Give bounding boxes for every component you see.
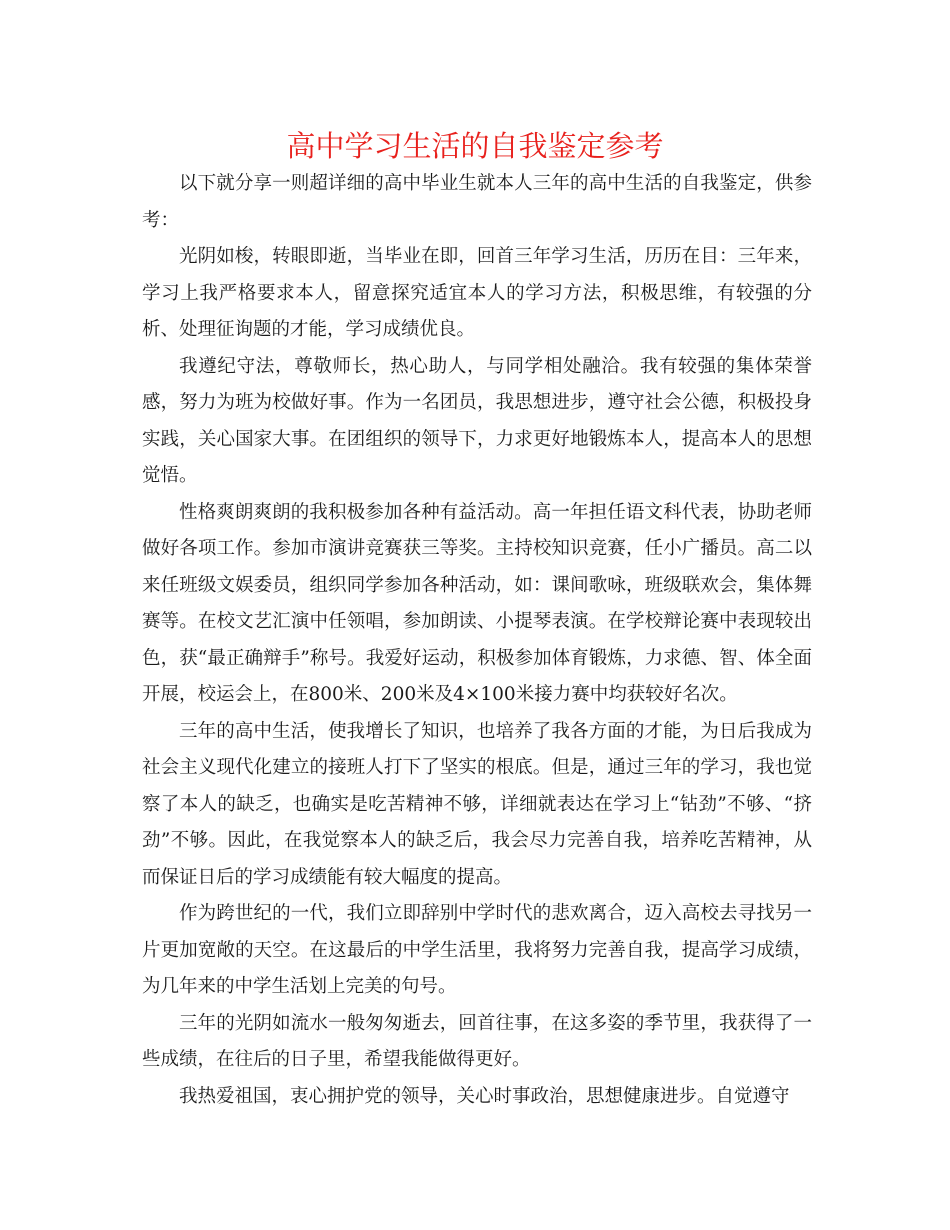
paragraph-conduct: 我遵纪守法，尊敬师长，热心助人，与同学相处融洽。我有较强的集体荣誉感，努力为班为校做好事。作为一名团员，我思想进步，遵守社会公德，积极投身实践，关心国家大事。在团组织的领导下，力求更好地锻炼本人，提高本人的思想觉悟。 bbox=[142, 355, 812, 486]
paragraph-activities: 性格爽朗爽朗的我积极参加各种有益活动。高一年担任语文科代表，协助老师做好各项工作。参加市演讲竞赛获三等奖。主持校知识竞赛，任小广播员。高二以来任班级文娱委员，组织同学参加各种活动，如：课间歌咏，班级联欢会，集体舞赛等。在校文艺汇演中任领唱，参加朗读、小提琴表演。在学校辩论赛中表现较出色，获“最正确辩手”称号。我爱好运动，积极参加体育锻炼，力求德、智、体全面开展，校运会上，在800米、200米及4×100米接力赛中均获较好名次。 bbox=[142, 501, 812, 705]
document-body bbox=[142, 166, 812, 1115]
paragraph-intro: 以下就分享一则超详细的高中毕业生就本人三年的高中生活的自我鉴定，供参考： bbox=[142, 173, 812, 231]
paragraph-reflection: 三年的高中生活，使我增长了知识，也培养了我各方面的才能，为日后我成为社会主义现代化建立的接班人打下了坚实的根底。但是，通过三年的学习，我也觉察了本人的缺乏，也确实是吃苦精神不够，详细就表达在学习上“钻劲”不够、“挤劲”不够。因此，在我觉察本人的缺乏后，我会尽力完善自我，培养吃苦精神，从而保证日后的学习成绩能有较大幅度的提高。 bbox=[142, 720, 812, 888]
paragraph-future: 作为跨世纪的一代，我们立即辞别中学时代的悲欢离合，迈入高校去寻找另一片更加宽敞的天空。在这最后的中学生活里，我将努力完善自我，提高学习成绩，为几年来的中学生活划上完美的句号。 bbox=[142, 903, 812, 997]
paragraph-patriotism: 我热爱祖国，衷心拥护党的领导，关心时事政治，思想健康进步。自觉遵守 bbox=[179, 1085, 790, 1107]
paragraph-summary: 三年的光阴如流水一般匆匆逝去，回首往事，在这多姿的季节里，我获得了一些成绩，在往后的日子里，希望我能做得更好。 bbox=[142, 1012, 812, 1070]
paragraph-study: 光阴如梭，转眼即逝，当毕业在即，回首三年学习生活，历历在目：三年来，学习上我严格要求本人，留意探究适宜本人的学习方法，积极思维，有较强的分析、处理征询题的才能，学习成绩优良。 bbox=[142, 246, 812, 340]
document-title: 高中学习生活的自我鉴定参考 bbox=[286, 129, 664, 163]
